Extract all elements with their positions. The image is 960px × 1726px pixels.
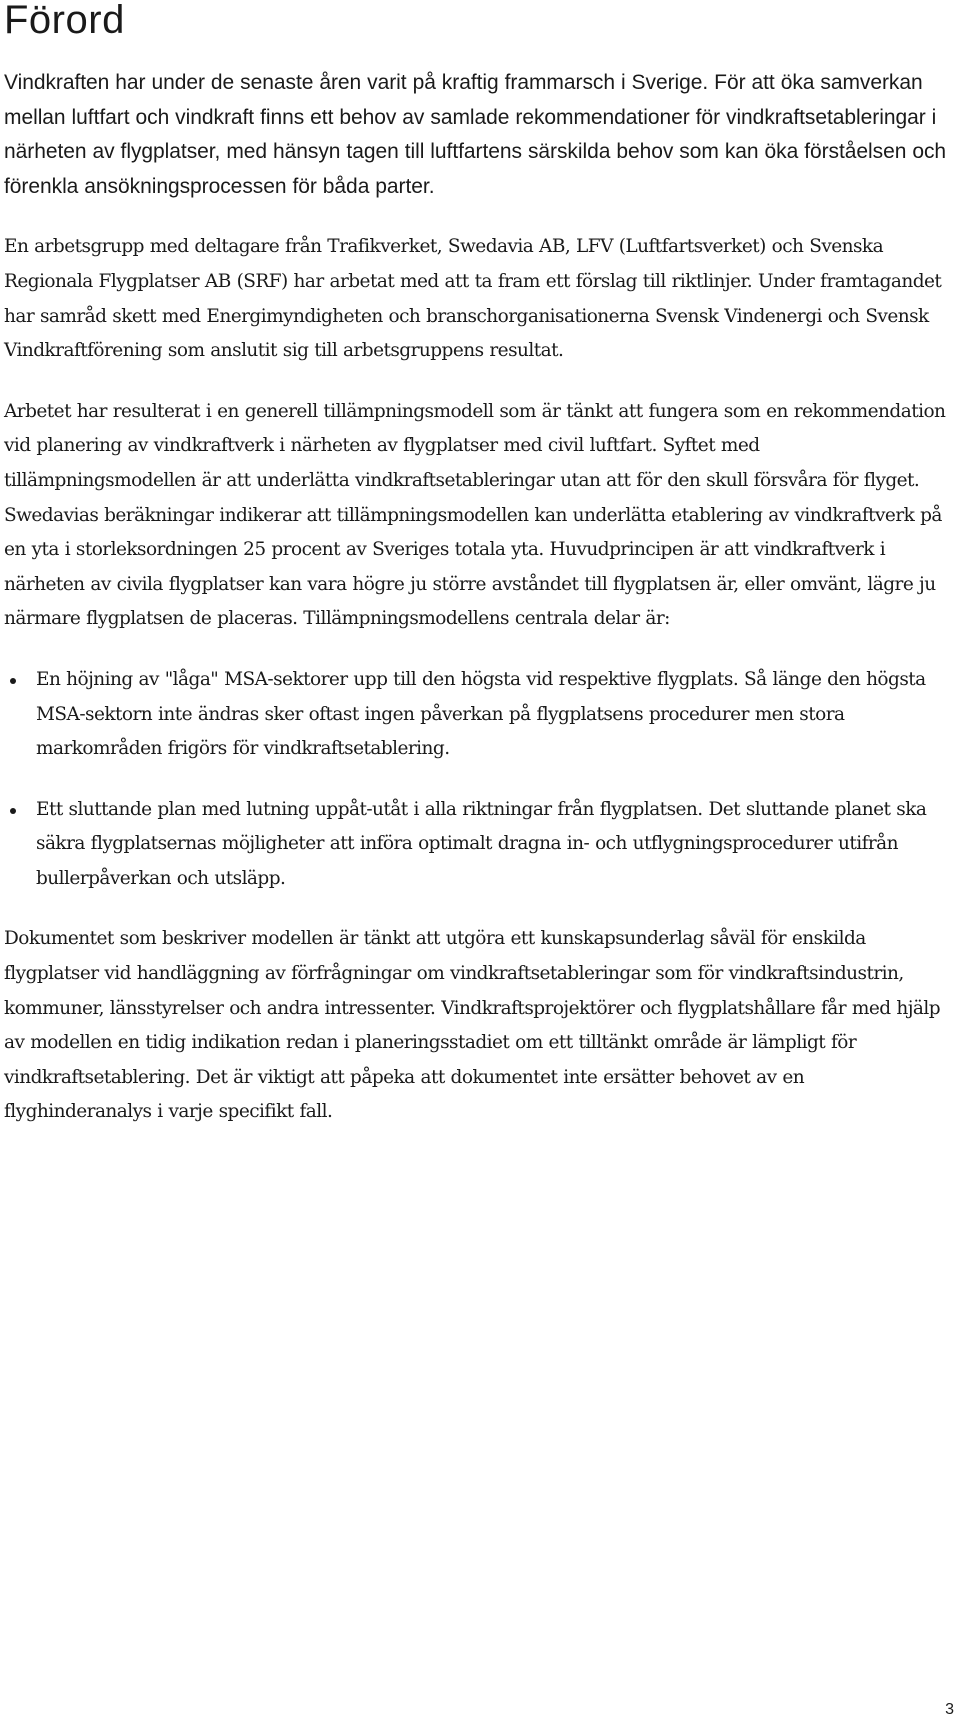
body-text <box>4 66 954 1156</box>
page-number: 3 <box>945 1701 954 1718</box>
list-item-text: En höjning av "låga" MSA-sektorer upp till den högsta vid respektive flygplats. Så länge den högsta MSA-sektorn inte ändras sker oftast ingen påverkan på flygplatsens procedurer men stora markområden frigörs för vindkraftsetablering. <box>36 668 926 760</box>
list-item <box>36 663 954 767</box>
bullet-icon <box>10 678 16 684</box>
bullet-icon <box>10 808 16 814</box>
page-title: Förord <box>4 0 125 42</box>
bullet-list <box>4 663 954 897</box>
list-item-text: Ett sluttande plan med lutning uppåt-utåt i alla riktningar från flygplatsen. Det sluttande planet ska säkra flygplatsernas möjligheter att införa optimalt dragna in- och utflygningsprocedurer utifrån bullerpåverkan och utsläpp. <box>36 798 927 889</box>
paragraph-intro: Vindkraften har under de senaste åren varit på kraftig frammarsch i Sverige. För att öka samverkan mellan luftfart och vindkraft finns ett behov av samlade rekommendationer för vindkraftsetableringar i närheten av flygplatser, med hänsyn tagen till luftfartens särskilda behov som kan öka förståelsen och förenkla ansökningsprocessen för båda parter. <box>4 71 947 198</box>
paragraph-working-group: En arbetsgrupp med deltagare från Trafikverket, Swedavia AB, LFV (Luftfartsverket) och Svenska Regionala Flygplatser AB (SRF) har arbetat med att ta fram ett förslag till riktlinjer. Under framtagandet har samråd skett med Energimyndigheten och branschorganisationerna Svensk Vindenergi och Svensk Vindkraftförening som anslutit sig till arbetsgruppens resultat. <box>4 236 942 362</box>
paragraph-model: Arbetet har resulterat i en generell tillämpningsmodell som är tänkt att fungera som en rekommendation vid planering av vindkraftverk i närheten av flygplatser med civil luftfart. Syftet med tillämpningsmodellen är att underlätta vindkraftsetableringar utan att för den skull försvåra för flyget. Swedavias beräkningar indikerar att tillämpningsmodellen kan underlätta etablering av vindkraftverk på en yta i storleksordningen 25 procent av Sveriges totala yta. Huvudprincipen är att vindkraftverk i närheten av civila flygplatser kan vara högre ju större avståndet till flygplatsen är, eller omvänt, lägre ju närmare flygplatsen de placeras. Tillämpningsmodellens centrala delar är: <box>4 400 946 630</box>
paragraph-purpose: Dokumentet som beskriver modellen är tänkt att utgöra ett kunskapsunderlag såväl för enskilda flygplatser vid handläggning av förfrågningar om vindkraftsetableringar som för vindkraftsindustrin, kommuner, länsstyrelser och andra intressenter. Vindkraftsprojektörer och flygplatshållare får med hjälp av modellen en tidig indikation redan i planeringsstadiet om ett tilltänkt område är lämpligt för vindkraftsetablering. Det är viktigt att påpeka att dokumentet inte ersätter behovet av en flyghinderanalys i varje specifikt fall. <box>4 928 941 1123</box>
list-item <box>36 793 954 897</box>
